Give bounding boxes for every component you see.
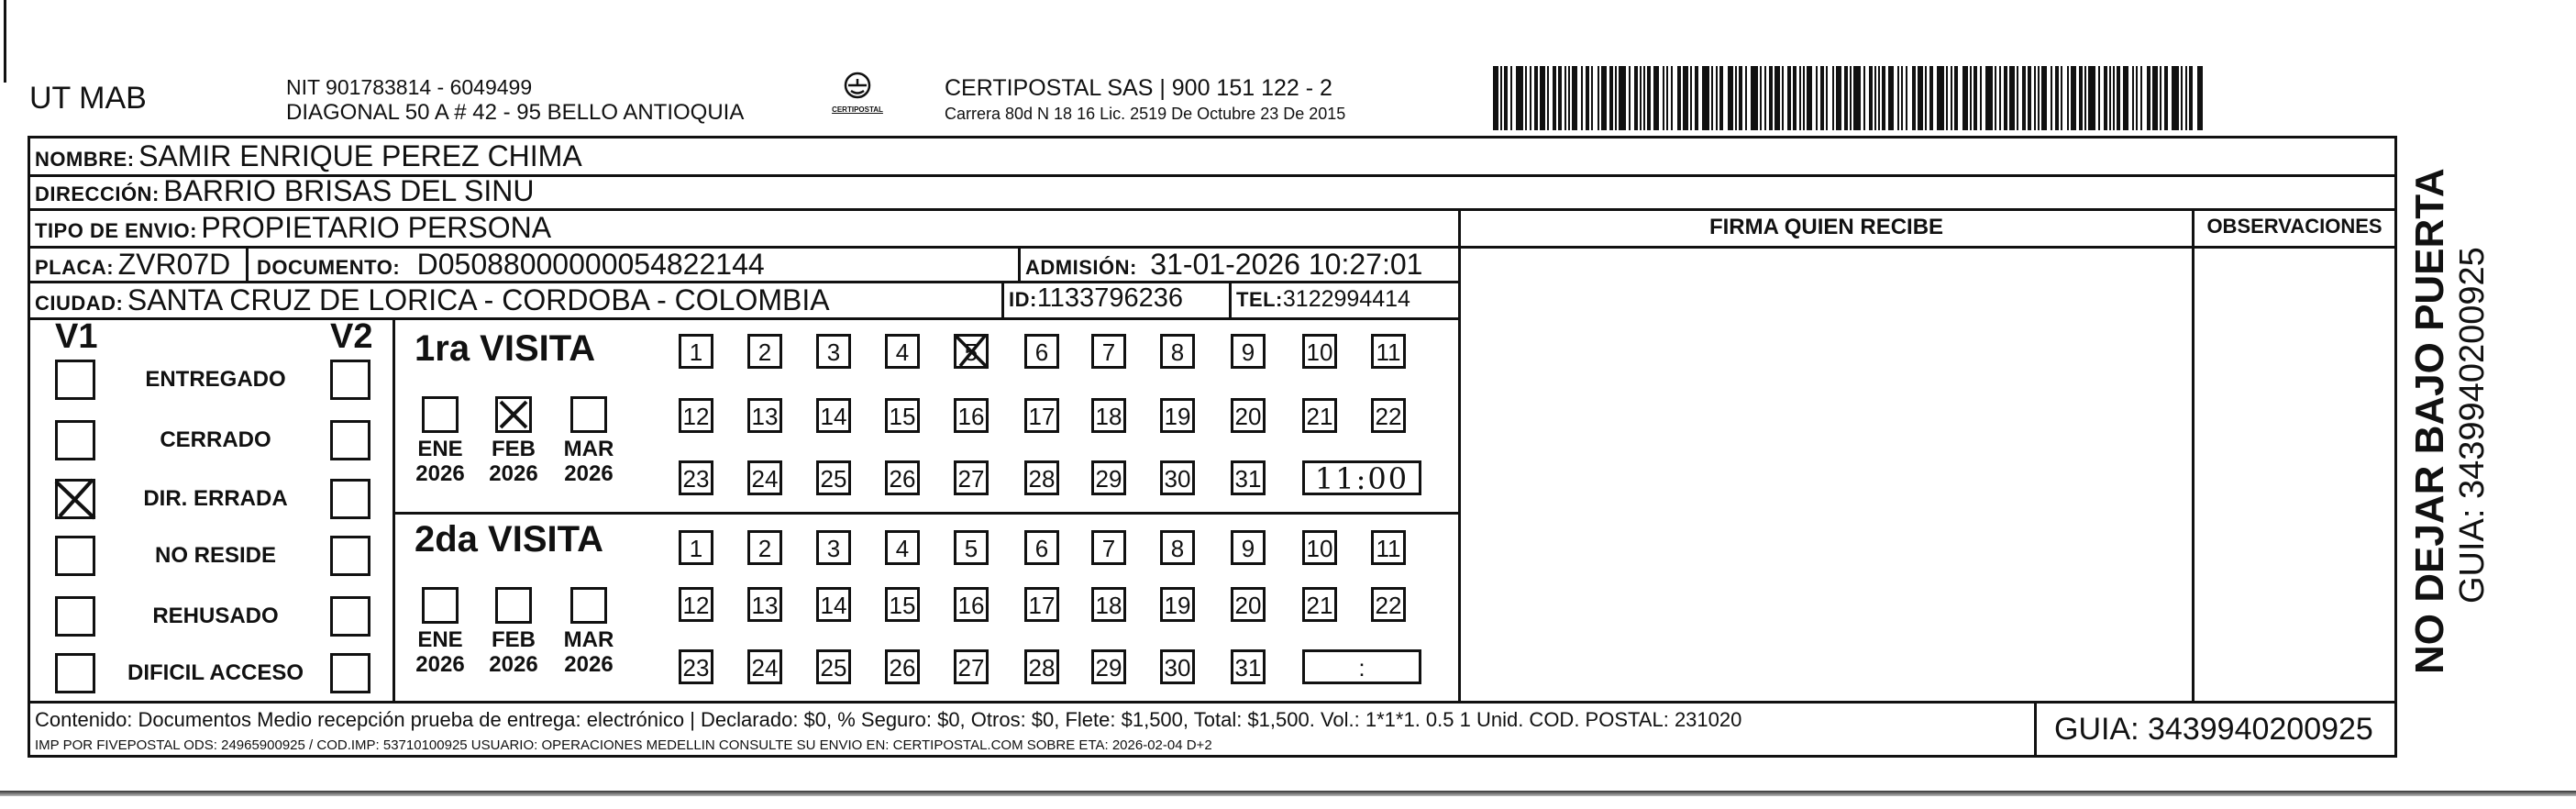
day-box-27[interactable]: 27 (954, 460, 989, 495)
day-box-21[interactable]: 21 (1302, 587, 1337, 622)
month-label (408, 437, 472, 486)
month-name: MAR (563, 627, 614, 652)
day-box-18[interactable]: 18 (1091, 587, 1126, 622)
day-box-8[interactable]: 8 (1160, 530, 1195, 565)
id-cell (1009, 283, 1183, 314)
time-box[interactable]: : (1302, 649, 1421, 684)
day-box-3[interactable]: 3 (816, 334, 851, 369)
day-box-22[interactable]: 22 (1371, 398, 1406, 433)
day-box-27[interactable]: 27 (954, 649, 989, 684)
sender-name: UT MAB (29, 81, 147, 116)
day-box-14[interactable]: 14 (816, 587, 851, 622)
shipment-type: PROPIETARIO PERSONA (201, 211, 552, 244)
day-box-25[interactable]: 25 (816, 649, 851, 684)
day-box-2[interactable]: 2 (747, 530, 782, 565)
documento-value: D05088000000054822144 (416, 248, 765, 281)
month-name: MAR (563, 437, 614, 461)
day-box-23[interactable]: 23 (679, 649, 713, 684)
sender-address: DIAGONAL 50 A # 42 - 95 BELLO ANTIOQUIA (286, 100, 745, 125)
tel-cell (1236, 286, 1410, 313)
month-label (557, 627, 621, 677)
day-box-2[interactable]: 2 (747, 334, 782, 369)
day-box-13[interactable]: 13 (747, 398, 782, 433)
v1-checkbox[interactable] (55, 596, 95, 637)
status-label: ENTREGADO (145, 367, 286, 392)
direccion-label: DIRECCIÓN: (35, 183, 160, 205)
day-box-9[interactable]: 9 (1231, 334, 1266, 369)
left-edge-mark (4, 0, 6, 83)
v2-checkbox[interactable] (330, 420, 370, 460)
nombre-label: NOMBRE: (35, 148, 135, 171)
day-box-12[interactable]: 12 (679, 398, 713, 433)
day-box-21[interactable]: 21 (1302, 398, 1337, 433)
day-box-4[interactable]: 4 (885, 530, 920, 565)
month-name: FEB (492, 437, 536, 461)
day-box-4[interactable]: 4 (885, 334, 920, 369)
day-box-26[interactable]: 26 (885, 460, 920, 495)
day-box-25[interactable]: 25 (816, 460, 851, 495)
v1-checkbox[interactable] (55, 479, 95, 519)
tel-value: 3122994414 (1282, 286, 1410, 312)
day-box-1[interactable]: 1 (679, 334, 713, 369)
logo-text: CERTIPOSTAL (832, 105, 883, 114)
day-box-8[interactable]: 8 (1160, 334, 1195, 369)
second-visit-title: 2da VISITA (415, 519, 603, 560)
v1-checkbox[interactable] (55, 360, 95, 400)
placa-cell (35, 248, 230, 282)
firma-label: FIRMA QUIEN RECIBE (1708, 215, 1944, 239)
admision-value: 31-01-2026 10:27:01 (1150, 248, 1423, 281)
month-name: ENE (417, 437, 463, 461)
day-box-30[interactable]: 30 (1160, 460, 1195, 495)
status-label: NO RESIDE (154, 543, 277, 568)
day-box-5[interactable]: 5 (954, 334, 989, 369)
day-box-16[interactable]: 16 (954, 398, 989, 433)
no-dejar-bajo-puerta: NO DEJAR BAJO PUERTA (2407, 168, 2452, 674)
time-box[interactable]: 11:00 (1302, 460, 1421, 495)
documento-cell (257, 248, 765, 282)
status-label: REHUSADO (152, 604, 279, 628)
observaciones-label: OBSERVACIONES (2206, 215, 2383, 238)
status-label: CERRADO (160, 427, 271, 452)
tel-label: TEL: (1236, 288, 1283, 311)
day-box-30[interactable]: 30 (1160, 649, 1195, 684)
day-box-6[interactable]: 6 (1024, 334, 1059, 369)
logo-icon (839, 72, 876, 103)
day-box-12[interactable]: 12 (679, 587, 713, 622)
day-box-6[interactable]: 6 (1024, 530, 1059, 565)
footer-guia: GUIA: 3439940200925 (2054, 712, 2373, 747)
month-year: 2026 (564, 461, 614, 486)
footer-contenido: Contenido: Documentos Medio recepción prueba de entrega: electrónico | Declarado: $0, % Seguro: $0, Otros: $0, Flete: $1,500, Total: $1,500. Vol.: 1*1*1. 0.5 1 Unid. COD. POSTAL: 231020 (35, 708, 1742, 731)
day-box-22[interactable]: 22 (1371, 587, 1406, 622)
month-checkbox-mar[interactable] (570, 396, 607, 433)
recipient-name: SAMIR ENRIQUE PEREZ CHIMA (138, 139, 582, 172)
observations-area[interactable] (2197, 249, 2394, 699)
day-box-3[interactable]: 3 (816, 530, 851, 565)
day-box-19[interactable]: 19 (1160, 587, 1195, 622)
month-year: 2026 (489, 461, 538, 486)
footer-imp: IMP POR FIVEPOSTAL ODS: 24965900925 / COD.IMP: 53710100925 USUARIO: OPERACIONES MEDELLIN CONSULTE SU ENVIO EN: CERTIPOSTAL.COM SOBRE ETA: 2026-02-04 D+2 (35, 737, 1212, 753)
day-box-29[interactable]: 29 (1091, 649, 1126, 684)
day-box-29[interactable]: 29 (1091, 460, 1126, 495)
placa-label: PLACA: (35, 256, 115, 279)
company-name: CERTIPOSTAL SAS | 900 151 122 - 2 (945, 75, 1332, 101)
recipient-name-row (35, 139, 582, 173)
v2-checkbox[interactable] (330, 360, 370, 400)
month-label (481, 437, 546, 486)
v1-label: V1 (55, 317, 98, 356)
month-checkbox-ene[interactable] (422, 396, 459, 433)
day-box-19[interactable]: 19 (1160, 398, 1195, 433)
month-label (557, 437, 621, 486)
month-label (408, 627, 472, 677)
tipo-label: TIPO DE ENVIO: (35, 219, 197, 242)
v2-checkbox[interactable] (330, 596, 370, 637)
status-label: DIFICIL ACCESO (127, 660, 304, 685)
ciudad-value: SANTA CRUZ DE LORICA - CORDOBA - COLOMBIA (127, 283, 830, 316)
sender-nit: NIT 901783814 - 6049499 (286, 75, 533, 99)
day-box-14[interactable]: 14 (816, 398, 851, 433)
ciudad-label: CIUDAD: (35, 292, 124, 315)
day-box-13[interactable]: 13 (747, 587, 782, 622)
v1-checkbox[interactable] (55, 653, 95, 693)
month-label (481, 627, 546, 677)
day-box-17[interactable]: 17 (1024, 587, 1059, 622)
first-visit-title: 1ra VISITA (415, 328, 596, 369)
status-label: DIR. ERRADA (143, 486, 288, 511)
admision-cell (1025, 248, 1422, 282)
day-box-10[interactable]: 10 (1302, 334, 1337, 369)
id-label: ID: (1009, 288, 1037, 311)
shipment-type-row (35, 211, 551, 245)
day-box-18[interactable]: 18 (1091, 398, 1126, 433)
day-box-24[interactable]: 24 (747, 649, 782, 684)
v2-label: V2 (330, 317, 373, 356)
day-box-1[interactable]: 1 (679, 530, 713, 565)
day-box-11[interactable]: 11 (1371, 334, 1406, 369)
side-guia: GUIA: 3439940200925 (2453, 247, 2492, 604)
month-name: FEB (492, 627, 536, 652)
day-box-7[interactable]: 7 (1091, 334, 1126, 369)
month-checkbox-feb[interactable] (495, 396, 532, 433)
day-box-10[interactable]: 10 (1302, 530, 1337, 565)
signature-area[interactable] (1464, 249, 2188, 699)
address-row (35, 174, 534, 208)
v2-checkbox[interactable] (330, 653, 370, 693)
v1-checkbox[interactable] (55, 536, 95, 576)
day-box-28[interactable]: 28 (1024, 649, 1059, 684)
certipostal-logo (830, 72, 885, 114)
month-checkbox-feb[interactable] (495, 587, 532, 624)
day-box-26[interactable]: 26 (885, 649, 920, 684)
id-value: 1133796236 (1036, 283, 1183, 313)
day-box-31[interactable]: 31 (1231, 649, 1266, 684)
month-year: 2026 (564, 652, 614, 677)
day-box-20[interactable]: 20 (1231, 398, 1266, 433)
v2-checkbox[interactable] (330, 479, 370, 519)
day-box-16[interactable]: 16 (954, 587, 989, 622)
company-license: Carrera 80d N 18 16 Lic. 2519 De Octubre 23 De 2015 (945, 105, 1346, 123)
day-box-9[interactable]: 9 (1231, 530, 1266, 565)
day-box-7[interactable]: 7 (1091, 530, 1126, 565)
month-year: 2026 (489, 652, 538, 677)
day-box-23[interactable]: 23 (679, 460, 713, 495)
day-box-31[interactable]: 31 (1231, 460, 1266, 495)
day-box-24[interactable]: 24 (747, 460, 782, 495)
month-checkbox-mar[interactable] (570, 587, 607, 624)
scan-edge (0, 791, 2576, 796)
placa-value: ZVR07D (117, 248, 231, 281)
month-name: ENE (417, 627, 463, 652)
day-box-17[interactable]: 17 (1024, 398, 1059, 433)
day-box-5[interactable]: 5 (954, 530, 989, 565)
ciudad-cell (35, 283, 830, 317)
barcode (1493, 66, 2217, 130)
day-box-20[interactable]: 20 (1231, 587, 1266, 622)
month-checkbox-ene[interactable] (422, 587, 459, 624)
recipient-address: BARRIO BRISAS DEL SINU (163, 174, 535, 207)
month-year: 2026 (415, 461, 465, 486)
v1-checkbox[interactable] (55, 420, 95, 460)
month-year: 2026 (415, 652, 465, 677)
documento-label: DOCUMENTO: (257, 256, 401, 279)
admision-label: ADMISIÓN: (1025, 256, 1137, 279)
v2-checkbox[interactable] (330, 536, 370, 576)
day-box-15[interactable]: 15 (885, 587, 920, 622)
day-box-28[interactable]: 28 (1024, 460, 1059, 495)
day-box-15[interactable]: 15 (885, 398, 920, 433)
day-box-11[interactable]: 11 (1371, 530, 1406, 565)
